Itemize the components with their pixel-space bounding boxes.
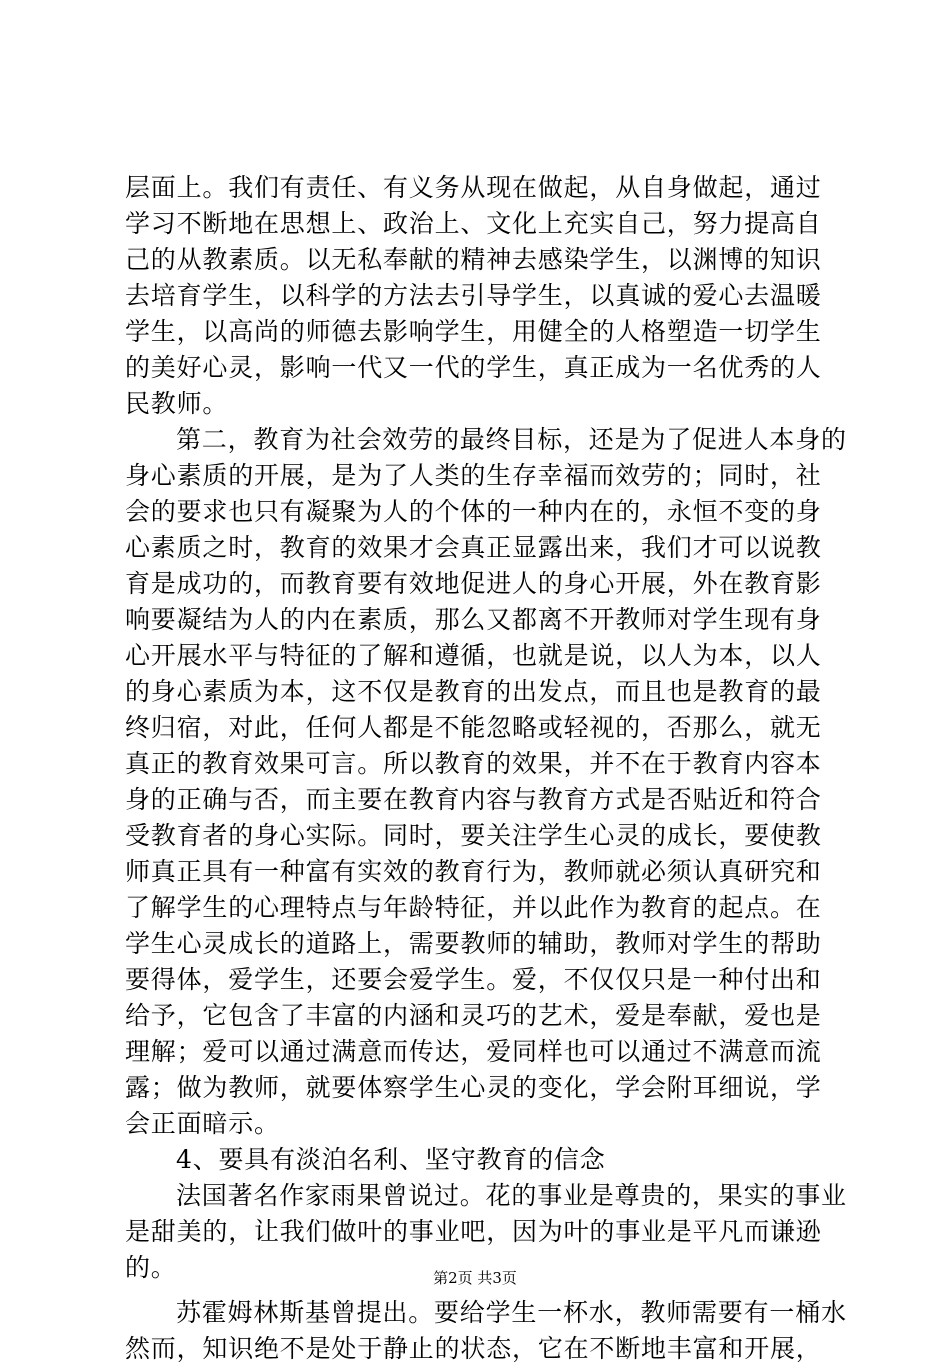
text-line: 终归宿，对此，任何人都是不能忽略或轻视的，否那么，就无 <box>125 713 822 742</box>
text-line: 理解；爱可以通过满意而传达，爱同样也可以通过不满意而流 <box>125 1037 822 1066</box>
text-line: 民教师。 <box>125 389 229 418</box>
text-line: 露；做为教师，就要体察学生心灵的变化，学会附耳细说，学 <box>125 1073 822 1102</box>
text-line: 真正的教育效果可言。所以教育的效果，并不在于教育内容本 <box>125 749 822 778</box>
text-line: 身的正确与否，而主要在教育内容与教育方式是否贴近和符合 <box>125 785 822 814</box>
text-line: 受教育者的身心实际。同时，要关注学生心灵的成长，要使教 <box>125 821 822 850</box>
paragraph-start-line: 苏霍姆林斯基曾提出。要给学生一杯水，教师需要有一桶水 <box>176 1298 847 1327</box>
section-heading: 4、要具有淡泊名利、坚守教育的信念 <box>176 1145 606 1174</box>
text-line: 去培育学生，以科学的方法去引导学生，以真诚的爱心去温暖 <box>125 281 822 310</box>
text-line: 层面上。我们有责任、有义务从现在做起，从自身做起，通过 <box>125 173 822 202</box>
page-footer: 第2页 共3页 <box>433 1269 517 1287</box>
text-line: 身心素质的开展，是为了人类的生存幸福而效劳的；同时，社 <box>125 461 822 490</box>
text-line: 学习不断地在思想上、政治上、文化上充实自己，努力提高自 <box>125 209 822 238</box>
text-line: 的美好心灵，影响一代又一代的学生，真正成为一名优秀的人 <box>125 353 822 382</box>
text-line: 然而，知识绝不是处于静止的状态，它在不断地丰富和开展， <box>125 1334 822 1363</box>
text-line: 育是成功的，而教育要有效地促进人的身心开展，外在教育影 <box>125 569 822 598</box>
text-line: 的。 <box>125 1253 177 1282</box>
text-line: 了解学生的心理特点与年龄特征，并以此作为教育的起点。在 <box>125 893 822 922</box>
body-text <box>125 170 847 1367</box>
text-line: 心开展水平与特征的了解和遵循，也就是说，以人为本，以人 <box>125 641 822 670</box>
text-line: 己的从教素质。以无私奉献的精神去感染学生，以渊博的知识 <box>125 245 822 274</box>
text-line: 学生，以高尚的师德去影响学生，用健全的人格塑造一切学生 <box>125 317 822 346</box>
text-line: 会的要求也只有凝聚为人的个体的一种内在的，永恒不变的身 <box>125 497 822 526</box>
text-line: 心素质之时，教育的效果才会真正显露出来，我们才可以说教 <box>125 533 822 562</box>
text-line: 响要凝结为人的内在素质，那么又都离不开教师对学生现有身 <box>125 605 822 634</box>
text-line: 学生心灵成长的道路上，需要教师的辅助，教师对学生的帮助 <box>125 929 822 958</box>
text-line: 给予，它包含了丰富的内涵和灵巧的艺术，爱是奉献，爱也是 <box>125 1001 822 1030</box>
paragraph-start-line: 法国著名作家雨果曾说过。花的事业是尊贵的，果实的事业 <box>176 1181 847 1210</box>
text-line: 是甜美的，让我们做叶的事业吧，因为叶的事业是平凡而谦逊 <box>125 1217 822 1246</box>
text-line: 师真正具有一种富有实效的教育行为，教师就必须认真研究和 <box>125 857 822 886</box>
text-line: 会正面暗示。 <box>125 1109 280 1138</box>
paragraph-start-line: 第二，教育为社会效劳的最终目标，还是为了促进人本身的 <box>176 425 847 454</box>
text-line: 要得体，爱学生，还要会爱学生。爱，不仅仅只是一种付出和 <box>125 965 822 994</box>
text-line: 的身心素质为本，这不仅是教育的出发点，而且也是教育的最 <box>125 677 822 706</box>
